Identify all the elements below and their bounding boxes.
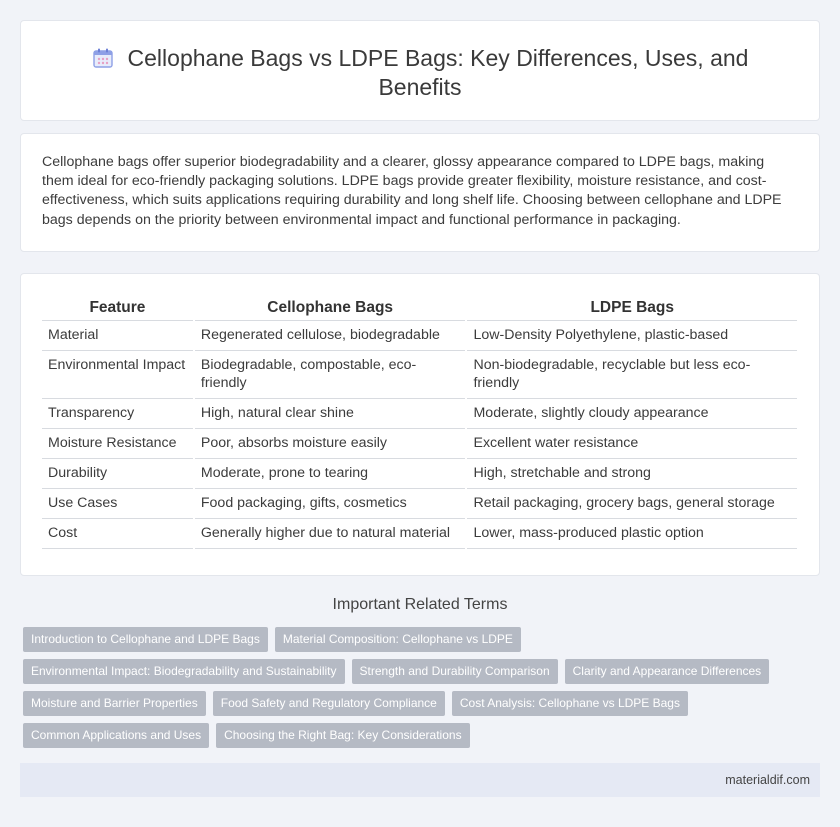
intro-paragraph: Cellophane bags offer superior biodegradability and a clearer, glossy appearance compared to LDPE bags, making them ideal for eco-friendly packaging solutions. LDPE bags provide greater flexibility, moisture resistance, and cost-effectiveness, which suits applications requiring durability and long shelf life. Choosing between cellophane and LDPE bags depends on the priority between environmental impact and functional performance in packaging. — [42, 154, 782, 228]
related-term-tag[interactable]: Strength and Durability Comparison — [352, 659, 558, 684]
table-row — [42, 458, 798, 488]
related-term-tag[interactable]: Clarity and Appearance Differences — [565, 659, 770, 684]
table-row — [42, 350, 798, 398]
ldpe-cell: High, stretchable and strong — [466, 458, 798, 488]
related-term-tag[interactable]: Environmental Impact: Biodegradability and Sustainability — [23, 659, 345, 684]
feature-cell: Transparency — [42, 398, 194, 428]
tag-row — [23, 691, 803, 716]
intro-card — [20, 133, 820, 252]
related-term-tag[interactable]: Choosing the Right Bag: Key Considerations — [216, 723, 469, 748]
header-ldpe: LDPE Bags — [466, 294, 798, 320]
comparison-table — [42, 294, 799, 549]
table-row — [42, 320, 798, 350]
related-term-tag[interactable]: Common Applications and Uses — [23, 723, 209, 748]
ldpe-cell: Non-biodegradable, recyclable but less eco-friendly — [466, 350, 798, 398]
cellophane-cell: Poor, absorbs moisture easily — [194, 428, 467, 458]
feature-cell: Moisture Resistance — [42, 428, 194, 458]
cellophane-cell: Food packaging, gifts, cosmetics — [194, 488, 467, 518]
page-title: Cellophane Bags vs LDPE Bags: Key Differences, Uses, and Benefits — [127, 45, 749, 100]
header-feature: Feature — [42, 294, 194, 320]
feature-cell: Cost — [42, 518, 194, 548]
calendar-icon — [92, 47, 114, 69]
cellophane-cell: Generally higher due to natural material — [194, 518, 467, 548]
tag-row — [23, 659, 803, 684]
feature-cell: Environmental Impact — [42, 350, 194, 398]
tag-row — [23, 627, 803, 652]
cellophane-cell: Regenerated cellulose, biodegradable — [194, 320, 467, 350]
ldpe-cell: Lower, mass-produced plastic option — [466, 518, 798, 548]
related-term-tag[interactable]: Moisture and Barrier Properties — [23, 691, 206, 716]
table-row — [42, 488, 798, 518]
footer-site: materialdif.com — [725, 773, 810, 787]
feature-cell: Material — [42, 320, 194, 350]
header-cellophane: Cellophane Bags — [194, 294, 467, 320]
related-term-tag[interactable]: Cost Analysis: Cellophane vs LDPE Bags — [452, 691, 688, 716]
feature-cell: Use Cases — [42, 488, 194, 518]
tag-row — [23, 723, 803, 748]
cellophane-cell: Biodegradable, compostable, eco-friendly — [194, 350, 467, 398]
ldpe-cell: Retail packaging, grocery bags, general storage — [466, 488, 798, 518]
related-term-tag[interactable]: Food Safety and Regulatory Compliance — [213, 691, 445, 716]
related-terms-list — [23, 627, 803, 755]
ldpe-cell: Low-Density Polyethylene, plastic-based — [466, 320, 798, 350]
table-row — [42, 398, 798, 428]
related-term-tag[interactable]: Material Composition: Cellophane vs LDPE — [275, 627, 521, 652]
page-title-wrap — [21, 44, 819, 102]
feature-cell: Durability — [42, 458, 194, 488]
cellophane-cell: Moderate, prone to tearing — [194, 458, 467, 488]
ldpe-cell: Excellent water resistance — [466, 428, 798, 458]
footer — [20, 763, 820, 797]
ldpe-cell: Moderate, slightly cloudy appearance — [466, 398, 798, 428]
cellophane-cell: High, natural clear shine — [194, 398, 467, 428]
table-row — [42, 518, 798, 548]
comparison-card — [20, 273, 820, 576]
table-row — [42, 428, 798, 458]
related-term-tag[interactable]: Introduction to Cellophane and LDPE Bags — [23, 627, 268, 652]
table-header-row — [42, 294, 798, 320]
title-card — [20, 20, 820, 121]
related-terms-heading: Important Related Terms — [332, 596, 508, 613]
